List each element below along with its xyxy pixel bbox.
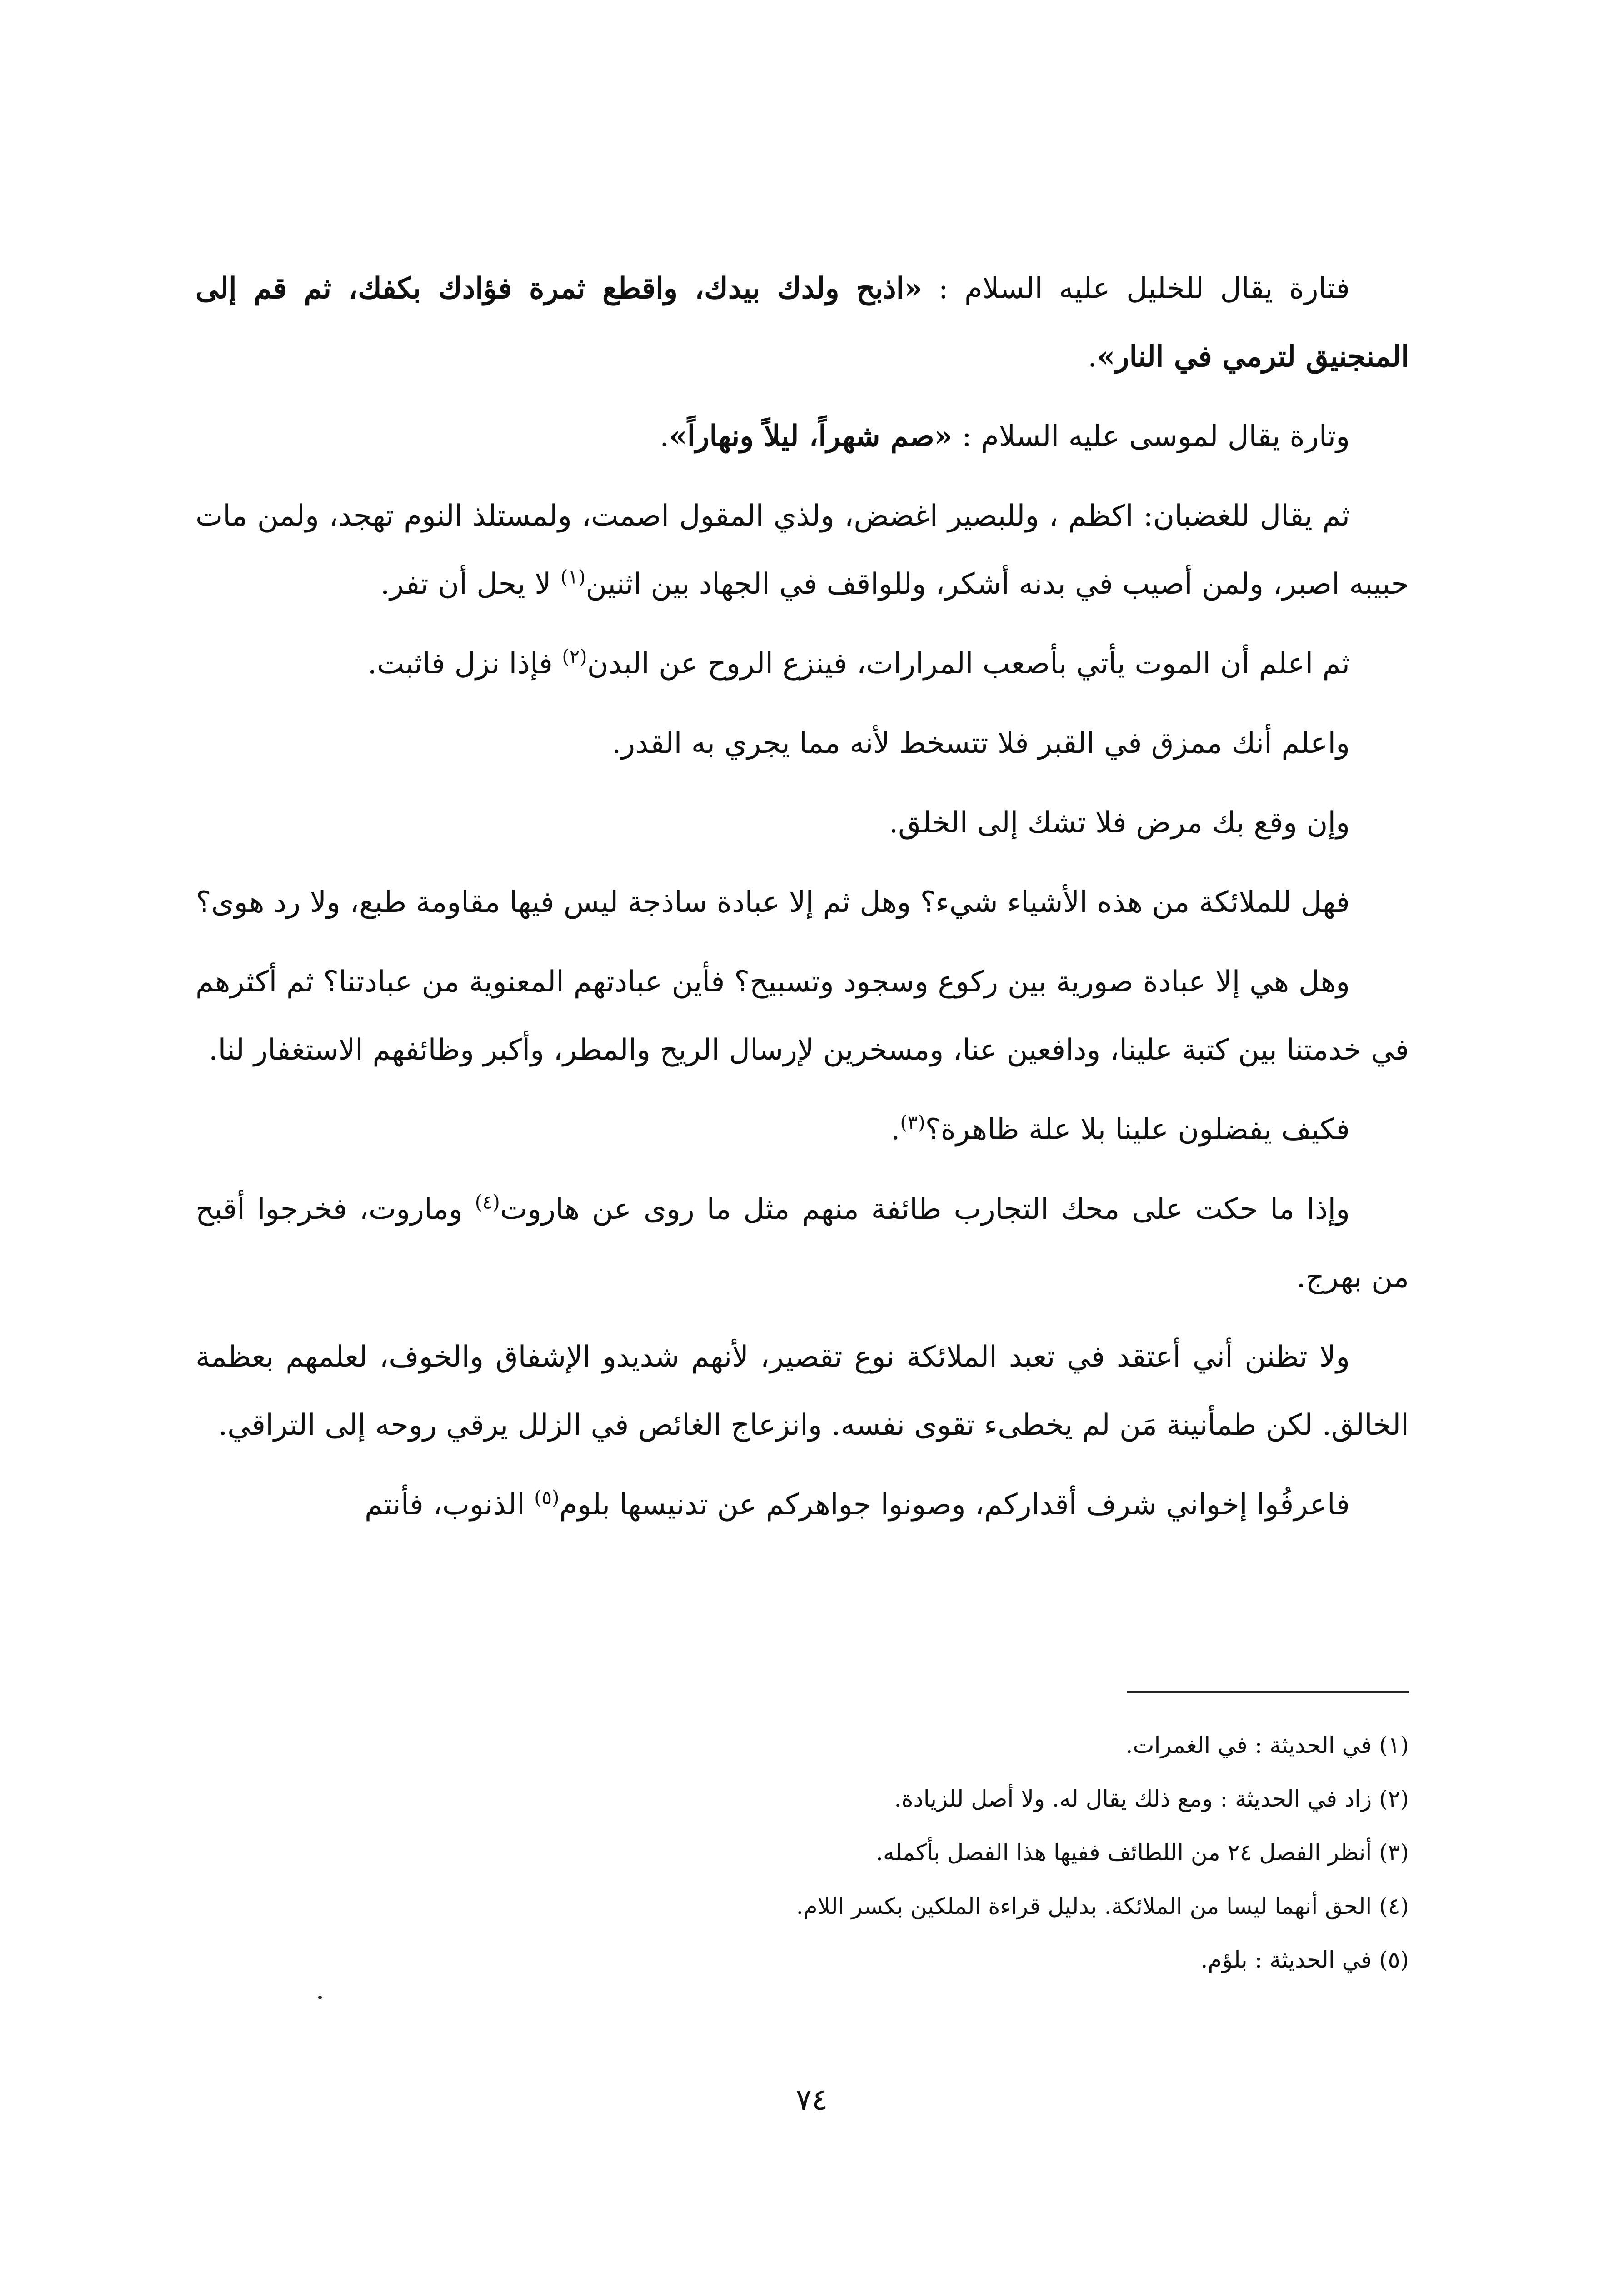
paragraph-angels-worship: وهل هي إلا عبادة صورية بين ركوع وسجود وتسبيح؟ فأين عبادتهم المعنوية من عبادتنا؟ ثم أكثرهم في خدمتنا بين كتبة علينا، ودافعين عنا، ومسخرين لإرسال الريح والمطر، وأكبر وظائفهم الاستغفار لنا. [195, 965, 1409, 1067]
footnote-2: (٢) زاد في الحديثة : ومع ذلك يقال له. ولا أصل للزيادة. [894, 1786, 1409, 1812]
footnotes [195, 1718, 1409, 1987]
paragraph-harut-marut [195, 1175, 1409, 1312]
paragraph-reverence: ولا تظنن أني أعتقد في تعبد الملائكة نوع تقصير، لأنهم شديدو الإشفاق والخوف، لعلمهم بعظمة الخالق. لكن طمأنينة مَن لم يخطىء تقوى نفسه. وانزعاج الغائص في الزلل يرقي روحه إلى التراقي. [195, 1340, 1409, 1442]
footnote-ref: (١) [560, 566, 586, 588]
footnote-ref: (٢) [562, 645, 587, 668]
paragraph-moses [195, 402, 1409, 471]
quoted-command: «اذبح ولدك بيدك، واقطع ثمرة فؤادك بكفك، ثم قم إلى المنجنيق لترمي في النار» [195, 271, 1409, 374]
paragraph-text: . [890, 1113, 900, 1147]
paragraph-text: فتارة يقال للخليل عليه السلام : [922, 272, 1350, 305]
paragraph-preference [195, 1096, 1409, 1164]
footnote-4: (٤) الحق أنهما ليسا من الملائكة. بدليل قراءة الملكين بكسر اللام. [796, 1893, 1409, 1919]
paragraph-angels-question: فهل للملائكة من هذه الأشياء شيء؟ وهل ثم إلا عبادة ساذجة ليس فيها مقاومة طبع، ولا رد هوى؟ [195, 886, 1350, 919]
paragraph-abraham [195, 255, 1409, 391]
paragraph-death [195, 630, 1409, 698]
page-number: ٧٤ [795, 2082, 828, 2117]
footnote-5: (٥) في الحديثة : بلؤم. [1200, 1947, 1409, 1973]
main-text [195, 255, 1409, 1550]
paragraph-text: فاعرفُوا إخواني شرف أقداركم، وصونوا جواهركم عن تدنيسها بلوم [559, 1488, 1350, 1522]
quoted-command: «صم شهراً، ليلاً ونهاراً» [669, 419, 953, 453]
footnote-ref: (٥) [534, 1486, 560, 1509]
paragraph-text: الذنوب، فأنتم [365, 1488, 535, 1522]
paragraph-text: ثم يقال للغضبان: اكظم ، وللبصير اغضض، ولذي المقول اصمت، ولمستلذ النوم تهجد، ولمن مات حبيبه اصبر، ولمن أصيب في بدنه أشكر، وللواقف في الجهاد بين اثنين [195, 499, 1409, 601]
scan-speck [318, 1996, 322, 1999]
footnote-divider [1127, 1691, 1409, 1693]
paragraph-text: وماروت، فخرجوا أقبح من بهرج. [195, 1192, 1409, 1294]
paragraph-illness: وإن وقع بك مرض فلا تشك إلى الخلق. [889, 806, 1350, 840]
footnote-ref: (٣) [900, 1111, 925, 1134]
paragraph-text: لا يحل أن تفر. [380, 567, 560, 601]
paragraph-text: ثم اعلم أن الموت يأتي بأصعب المرارات، فينزع الروح عن البدن [587, 647, 1350, 681]
paragraph-grave: واعلم أنك ممزق في القبر فلا تتسخط لأنه مما يجري به القدر. [611, 726, 1350, 760]
paragraph-text: فكيف يفضلون علينا بلا علة ظاهرة؟ [925, 1113, 1350, 1147]
paragraph-commands [195, 482, 1409, 618]
paragraph-text: فإذا نزل فاثبت. [367, 647, 562, 681]
footnote-ref: (٤) [475, 1191, 500, 1213]
paragraph-text: وإذا ما حكت على محك التجارب طائفة منهم مثل ما روى عن هاروت [500, 1192, 1350, 1226]
paragraph-punctuation: . [1088, 340, 1097, 374]
paragraph-exhortation [195, 1471, 1409, 1539]
paragraph-punctuation: . [660, 420, 669, 453]
paragraph-text: وتارة يقال لموسى عليه السلام : [952, 420, 1350, 453]
footnote-1: (١) في الحديثة : في الغمرات. [1125, 1732, 1409, 1758]
footnote-3: (٣) أنظر الفصل ٢٤ من اللطائف ففيها هذا الفصل بأكمله. [876, 1839, 1409, 1866]
